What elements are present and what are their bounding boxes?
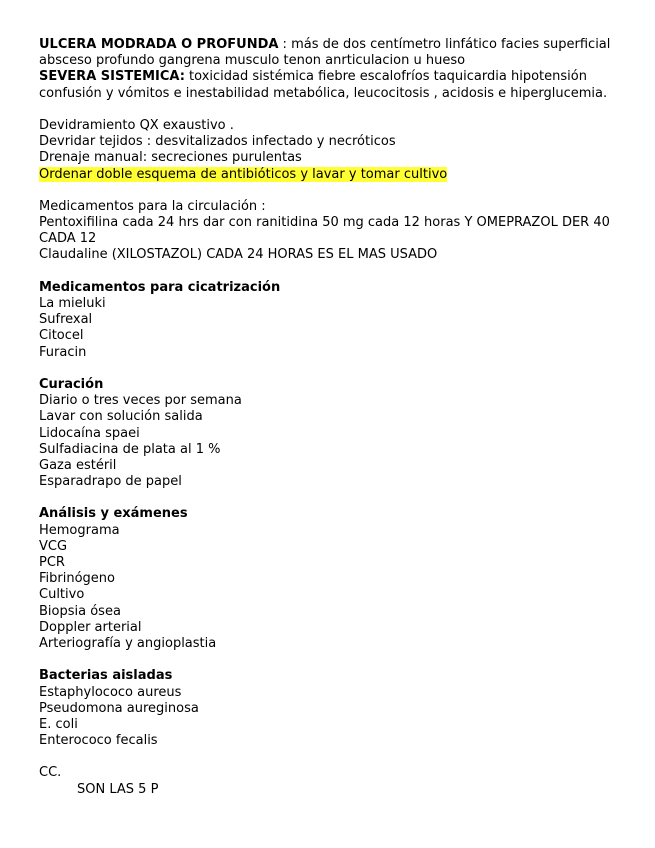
ulcera-line <box>39 37 619 53</box>
list-item: Pseudomona aureginosa <box>39 700 199 716</box>
document-page <box>39 37 619 798</box>
list-item: Fibrinógeno <box>39 571 115 587</box>
list-item: Doppler arterial <box>39 619 142 635</box>
list-item: Hemograma <box>39 522 120 538</box>
ulcera-line-2: absceso profundo gangrena musculo tenon anrticulacion u hueso <box>39 53 466 69</box>
circulacion-line-2: Claudaline (XILOSTAZOL) CADA 24 HORAS ES EL MAS USADO <box>39 247 438 263</box>
spacer <box>39 102 619 118</box>
ulcera-text: : más de dos centímetro linfático facies superficial <box>278 37 611 52</box>
list-item: Gaza estéril <box>39 457 117 473</box>
list-item: Lidocaína spaei <box>39 425 140 441</box>
circulacion-title: Medicamentos para la circulación : <box>39 198 266 214</box>
severa-line-2: confusión y vómitos e inestabilidad metabólica, leucocitosis , acidosis e hiperglucemia. <box>39 85 608 101</box>
list-item: Diario o tres veces por semana <box>39 393 242 409</box>
spacer <box>39 749 619 765</box>
analisis-heading: Análisis y exámenes <box>39 506 188 522</box>
spacer <box>39 490 619 506</box>
list-item: VCG <box>39 538 68 554</box>
procedure-line-3: Drenaje manual: secreciones purulentas <box>39 150 302 166</box>
list-item: Citocel <box>39 328 84 344</box>
cc-label: CC. <box>39 765 62 781</box>
procedure-line-2: Devridar tejidos : desvitalizados infectado y necróticos <box>39 134 396 150</box>
procedure-line-1: Devidramiento QX exaustivo . <box>39 117 234 133</box>
ulcera-label: ULCERA MODRADA O PROFUNDA <box>39 37 279 52</box>
spacer <box>39 264 619 280</box>
list-item: Biopsia ósea <box>39 603 121 619</box>
severa-label: SEVERA SISTEMICA: <box>39 69 185 85</box>
list-item: Enterococo fecalis <box>39 733 158 749</box>
cc-note: SON LAS 5 P <box>77 781 159 797</box>
cicatrizacion-heading: Medicamentos para cicatrización <box>39 279 281 295</box>
spacer <box>39 361 619 377</box>
list-item: E. coli <box>39 716 78 732</box>
severa-line <box>39 69 619 85</box>
list-item: La mieluki <box>39 296 106 311</box>
highlight-line <box>39 167 619 183</box>
circulacion-line-1b: CADA 12 <box>39 231 97 247</box>
list-item: Cultivo <box>39 587 85 603</box>
circulacion-line-1: Pentoxifilina cada 24 hrs dar con ranitidina 50 mg cada 12 horas Y OMEPRAZOL DER 40 <box>39 215 610 231</box>
list-item: Furacin <box>39 344 87 360</box>
list-item: Estaphylococo aureus <box>39 684 182 700</box>
list-item: PCR <box>39 555 65 570</box>
bacterias-heading: Bacterias aisladas <box>39 668 173 684</box>
list-item: Esparadrapo de papel <box>39 474 182 490</box>
spacer <box>39 183 619 199</box>
list-item: Sulfadiacina de plata al 1 % <box>39 441 221 457</box>
list-item: Sufrexal <box>39 312 93 328</box>
highlighted-instruction: Ordenar doble esquema de antibióticos y lavar y tomar cultivo <box>39 166 448 182</box>
severa-text: toxicidad sistémica fiebre escalofríos taquicardia hipotensión <box>184 69 587 85</box>
curacion-heading: Curación <box>39 376 104 392</box>
spacer <box>39 652 619 668</box>
list-item: Arteriografía y angioplastia <box>39 635 217 651</box>
list-item: Lavar con solución salida <box>39 409 203 425</box>
